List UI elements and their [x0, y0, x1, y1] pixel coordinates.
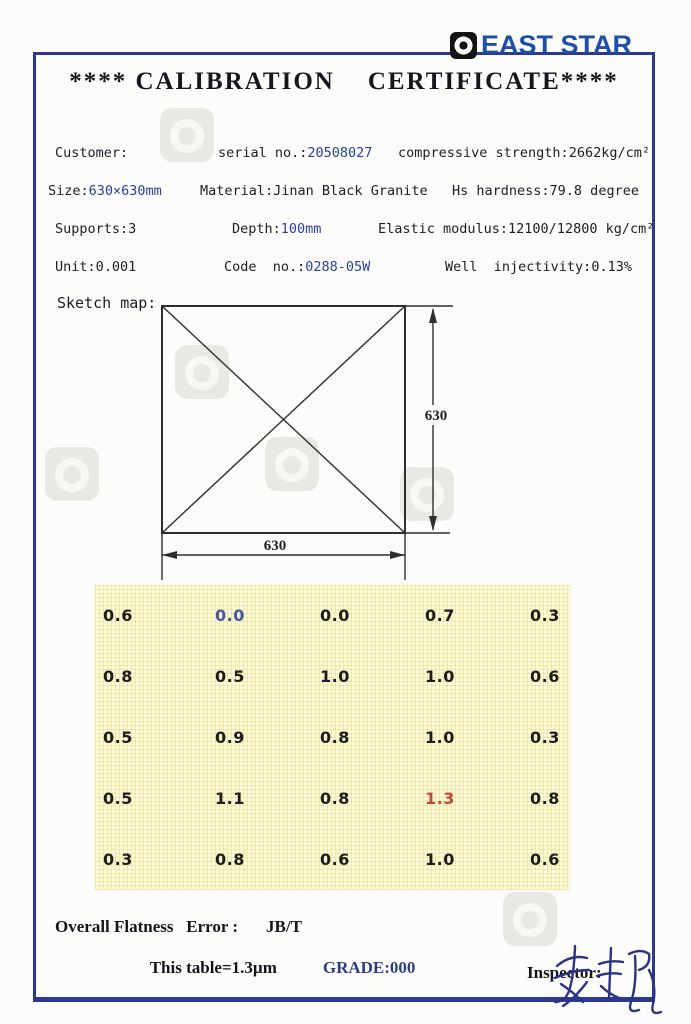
- injectivity-field: [445, 259, 632, 275]
- size-label: Size:: [48, 183, 89, 199]
- unit-value: 0.001: [95, 259, 137, 275]
- depth-label: Depth:: [232, 221, 281, 237]
- east-star-logo: [450, 30, 632, 61]
- depth-field: [232, 221, 321, 237]
- supports-label: Supports:: [55, 221, 129, 237]
- serial-no-label: serial no.:: [218, 145, 308, 161]
- inspector-signature: [551, 936, 671, 1021]
- code-no-label: Code no.:: [224, 259, 306, 275]
- hardness-label: Hs hardness:: [452, 183, 550, 199]
- serial-no-field: [218, 145, 372, 161]
- overall-flatness-value: JB/T: [266, 917, 302, 936]
- depth-value: 100mm: [280, 221, 322, 237]
- supports-value: 3: [128, 221, 137, 237]
- measurement-cell: 1.0: [425, 850, 455, 869]
- hardness-value: 79.8 degree: [549, 183, 639, 199]
- material-field: [200, 183, 428, 199]
- elastic-modulus-label: Elastic modulus:: [378, 221, 509, 237]
- elastic-modulus-value: 12100/12800 kg/cm²: [508, 221, 655, 237]
- unit-label: Unit:: [55, 259, 96, 275]
- measurement-cell: 0.8: [215, 850, 245, 869]
- grade-value: GRADE:000: [322, 958, 416, 977]
- measurement-cell: 0.6: [530, 667, 560, 686]
- measurement-cell: 0.3: [530, 606, 560, 625]
- measurement-cell: 0.6: [530, 850, 560, 869]
- measurement-cell: 0.3: [530, 728, 560, 747]
- height-dimension-label: 630: [424, 408, 448, 424]
- arrowhead-down: [429, 516, 437, 531]
- hardness-field: [452, 183, 639, 199]
- size-field: [48, 183, 162, 199]
- measurement-cell: 0.3: [103, 850, 133, 869]
- customer-label: Customer:: [55, 145, 129, 161]
- certificate-title: **** CALIBRATION CERTIFICATE****: [69, 68, 619, 95]
- measurement-cell: 0.9: [215, 728, 245, 747]
- sketch-map-label: Sketch map:: [57, 294, 157, 312]
- unit-field: [55, 259, 136, 275]
- material-label: Material:: [200, 183, 274, 199]
- measurement-cell: 1.0: [320, 667, 350, 686]
- injectivity-label: Well injectivity:: [445, 259, 592, 275]
- logo-text: EAST STAR: [481, 30, 633, 60]
- injectivity-value: 0.13%: [591, 259, 632, 275]
- measurement-cell: 0.0: [320, 606, 350, 625]
- size-value: 630×630mm: [88, 183, 162, 199]
- serial-no-value: 20508027: [307, 145, 373, 161]
- measurement-cell: 0.8: [320, 728, 350, 747]
- flatness-measurement-grid: [95, 585, 570, 890]
- measurement-cell: 0.8: [103, 667, 133, 686]
- measurement-cell: 0.6: [103, 606, 133, 625]
- arrowhead-left: [162, 551, 177, 559]
- measurement-cell: 0.8: [320, 789, 350, 808]
- table-result-value: This table=1.3µm: [149, 958, 277, 977]
- code-no-field: [224, 259, 370, 275]
- measurement-cell: 0.6: [320, 850, 350, 869]
- elastic-modulus-field: [378, 221, 654, 237]
- code-no-value: 0288-05W: [305, 259, 371, 275]
- result-line: [133, 938, 415, 998]
- width-dimension-label: 630: [263, 538, 287, 554]
- compressive-strength-field: [398, 145, 650, 161]
- supports-field: [55, 221, 136, 237]
- measurement-cell: 0.5: [215, 667, 245, 686]
- measurement-cell: 1.0: [425, 667, 455, 686]
- arrowhead-right: [390, 551, 405, 559]
- measurement-cell: 0.8: [530, 789, 560, 808]
- measurement-cell: 1.1: [215, 789, 245, 808]
- inspector-label: Inspector:: [527, 963, 602, 982]
- overall-flatness-label: Overall Flatness Error :: [55, 917, 239, 936]
- compressive-strength-value: 2662kg/cm²: [568, 145, 650, 161]
- sketch-map-diagram: [150, 293, 470, 588]
- east-star-ring-icon: [450, 32, 477, 59]
- arrowhead-up: [429, 308, 437, 323]
- measurement-cell: 0.5: [103, 789, 133, 808]
- measurement-cell: 1.3: [425, 789, 455, 808]
- compressive-strength-label: compressive strength:: [398, 145, 569, 161]
- measurement-cell: 0.0: [215, 606, 245, 625]
- material-value: Jinan Black Granite: [273, 183, 428, 199]
- measurement-cell: 0.7: [425, 606, 455, 625]
- measurement-cell: 0.5: [103, 728, 133, 747]
- measurement-cell: 1.0: [425, 728, 455, 747]
